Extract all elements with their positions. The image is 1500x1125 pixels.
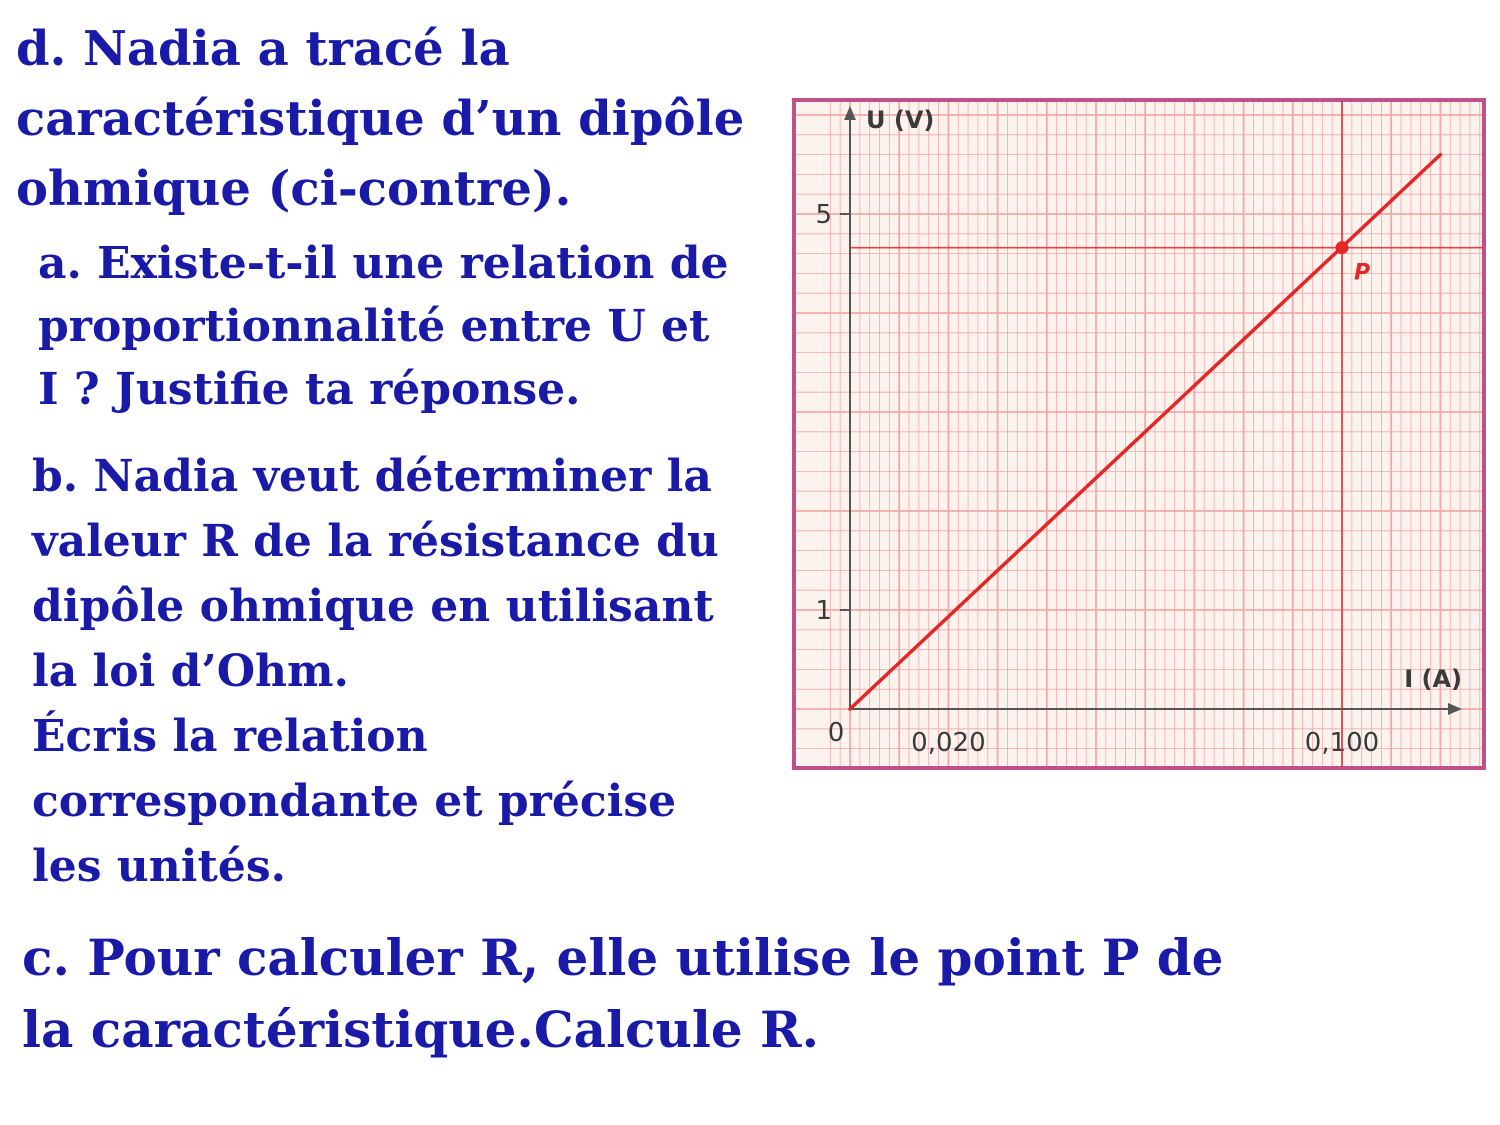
origin-label: 0 [827,718,845,748]
y-axis-label: U (V) [866,106,935,134]
y-tick-label: 1 [815,596,832,626]
chart [792,98,1486,770]
graph-paper [794,100,1484,768]
x-tick-label: 0,100 [1304,728,1380,758]
question-a: a. Existe-t-il une relation de proportionnalité entre U et I ? Justifie ta réponse. [38,238,729,415]
question-c: c. Pour calculer R, elle utilise le point P de la caractéristique.Calcule R. [22,928,1224,1059]
question-d: d. Nadia a tracé la caractéristique d’un dipôle ohmique (ci-contre). [16,21,745,217]
chart-svg [792,98,1486,770]
y-tick-label: 5 [815,200,832,230]
question-b: b. Nadia veut déterminer la valeur R de la résistance du dipôle ohmique en utilisant la loi d’Ohm. Écris la relation correspondante et précise les unités. [32,451,719,892]
x-axis-label: I (A) [1404,665,1462,693]
x-tick-label: 0,020 [911,728,986,758]
point-p [1336,241,1349,254]
point-p-label: P [1354,260,1371,286]
